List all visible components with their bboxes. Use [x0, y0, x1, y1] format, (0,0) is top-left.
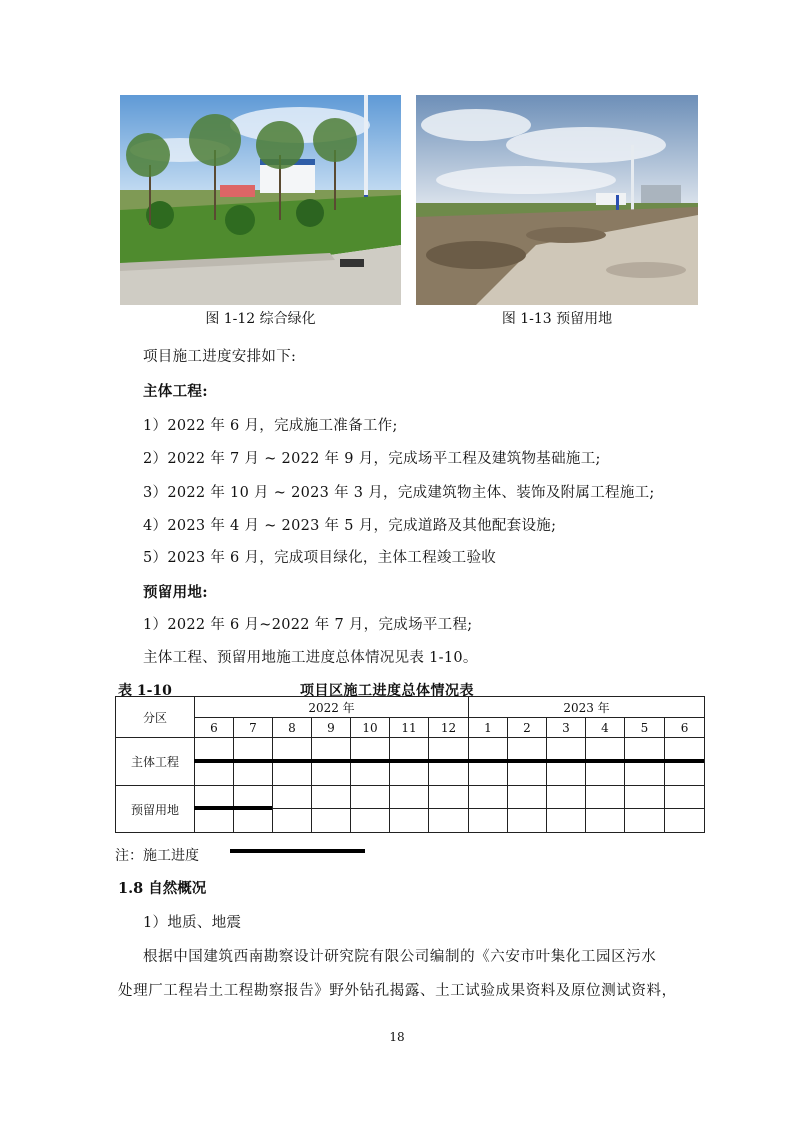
progress-bar-reserve	[194, 806, 272, 810]
body-line-1: 根据中国建筑西南勘察设计研究院有限公司编制的《六安市叶集化工园区污水	[143, 949, 657, 965]
main-works-heading: 主体工程:	[143, 383, 208, 400]
photo-landscaping	[120, 95, 401, 305]
reserve-heading: 预留用地:	[143, 584, 208, 601]
main-item-5: 5）2023 年 6 月，完成项目绿化，主体工程竣工验收	[143, 550, 497, 566]
month-cell: 5	[625, 718, 665, 738]
month-cell: 6	[195, 718, 234, 738]
section-heading: 1.8 自然概况	[118, 880, 207, 897]
month-cell: 7	[234, 718, 273, 738]
month-cell: 12	[429, 718, 469, 738]
main-item-4: 4）2023 年 4 月 ~ 2023 年 5 月，完成道路及其他配套设施;	[143, 518, 557, 534]
month-cell: 3	[547, 718, 586, 738]
month-cell: 6	[665, 718, 705, 738]
month-cell: 10	[351, 718, 390, 738]
table-label: 表 1-10	[118, 683, 172, 699]
photo-reserved-land	[416, 95, 698, 305]
year-2022: 2022 年	[195, 697, 469, 718]
figure-caption-1: 图 1-12 综合绿化	[205, 311, 316, 327]
month-cell: 2	[508, 718, 547, 738]
progress-bar-main	[194, 759, 704, 763]
month-cell: 11	[390, 718, 429, 738]
main-item-2: 2）2022 年 7 月 ~ 2022 年 9 月，完成场平工程及建筑物基础施工;	[143, 451, 601, 467]
main-item-3: 3）2022 年 10 月 ~ 2023 年 3 月，完成建筑物主体、装饰及附属工程施工;	[143, 485, 655, 501]
month-cell: 4	[586, 718, 625, 738]
figure-caption-2: 图 1-13 预留用地	[501, 311, 613, 327]
month-cell: 9	[312, 718, 351, 738]
intro-text: 项目施工进度安排如下:	[143, 349, 297, 365]
schedule-table	[115, 696, 705, 833]
subsection-heading: 1）地质、地震	[143, 915, 242, 931]
legend-bar	[230, 849, 365, 853]
legend-note: 注：施工进度	[115, 848, 199, 864]
table-title: 项目区施工进度总体情况表	[300, 683, 474, 699]
table-corner: 分区	[116, 697, 195, 738]
row-label-main: 主体工程	[116, 738, 195, 786]
page-number: 18	[389, 1030, 405, 1044]
reserve-item-1: 1）2022 年 6 月~2022 年 7 月，完成场平工程;	[143, 617, 473, 633]
row-label-reserve: 预留用地	[116, 786, 195, 833]
year-2023: 2023 年	[469, 697, 705, 718]
body-line-2: 处理厂工程岩土工程勘察报告》野外钻孔揭露、土工试验成果资料及原位测试资料，	[118, 983, 677, 999]
summary-text: 主体工程、预留用地施工进度总体情况见表 1-10。	[143, 650, 478, 666]
month-cell: 8	[273, 718, 312, 738]
month-cell: 1	[469, 718, 508, 738]
main-item-1: 1）2022 年 6 月，完成施工准备工作;	[143, 418, 398, 434]
